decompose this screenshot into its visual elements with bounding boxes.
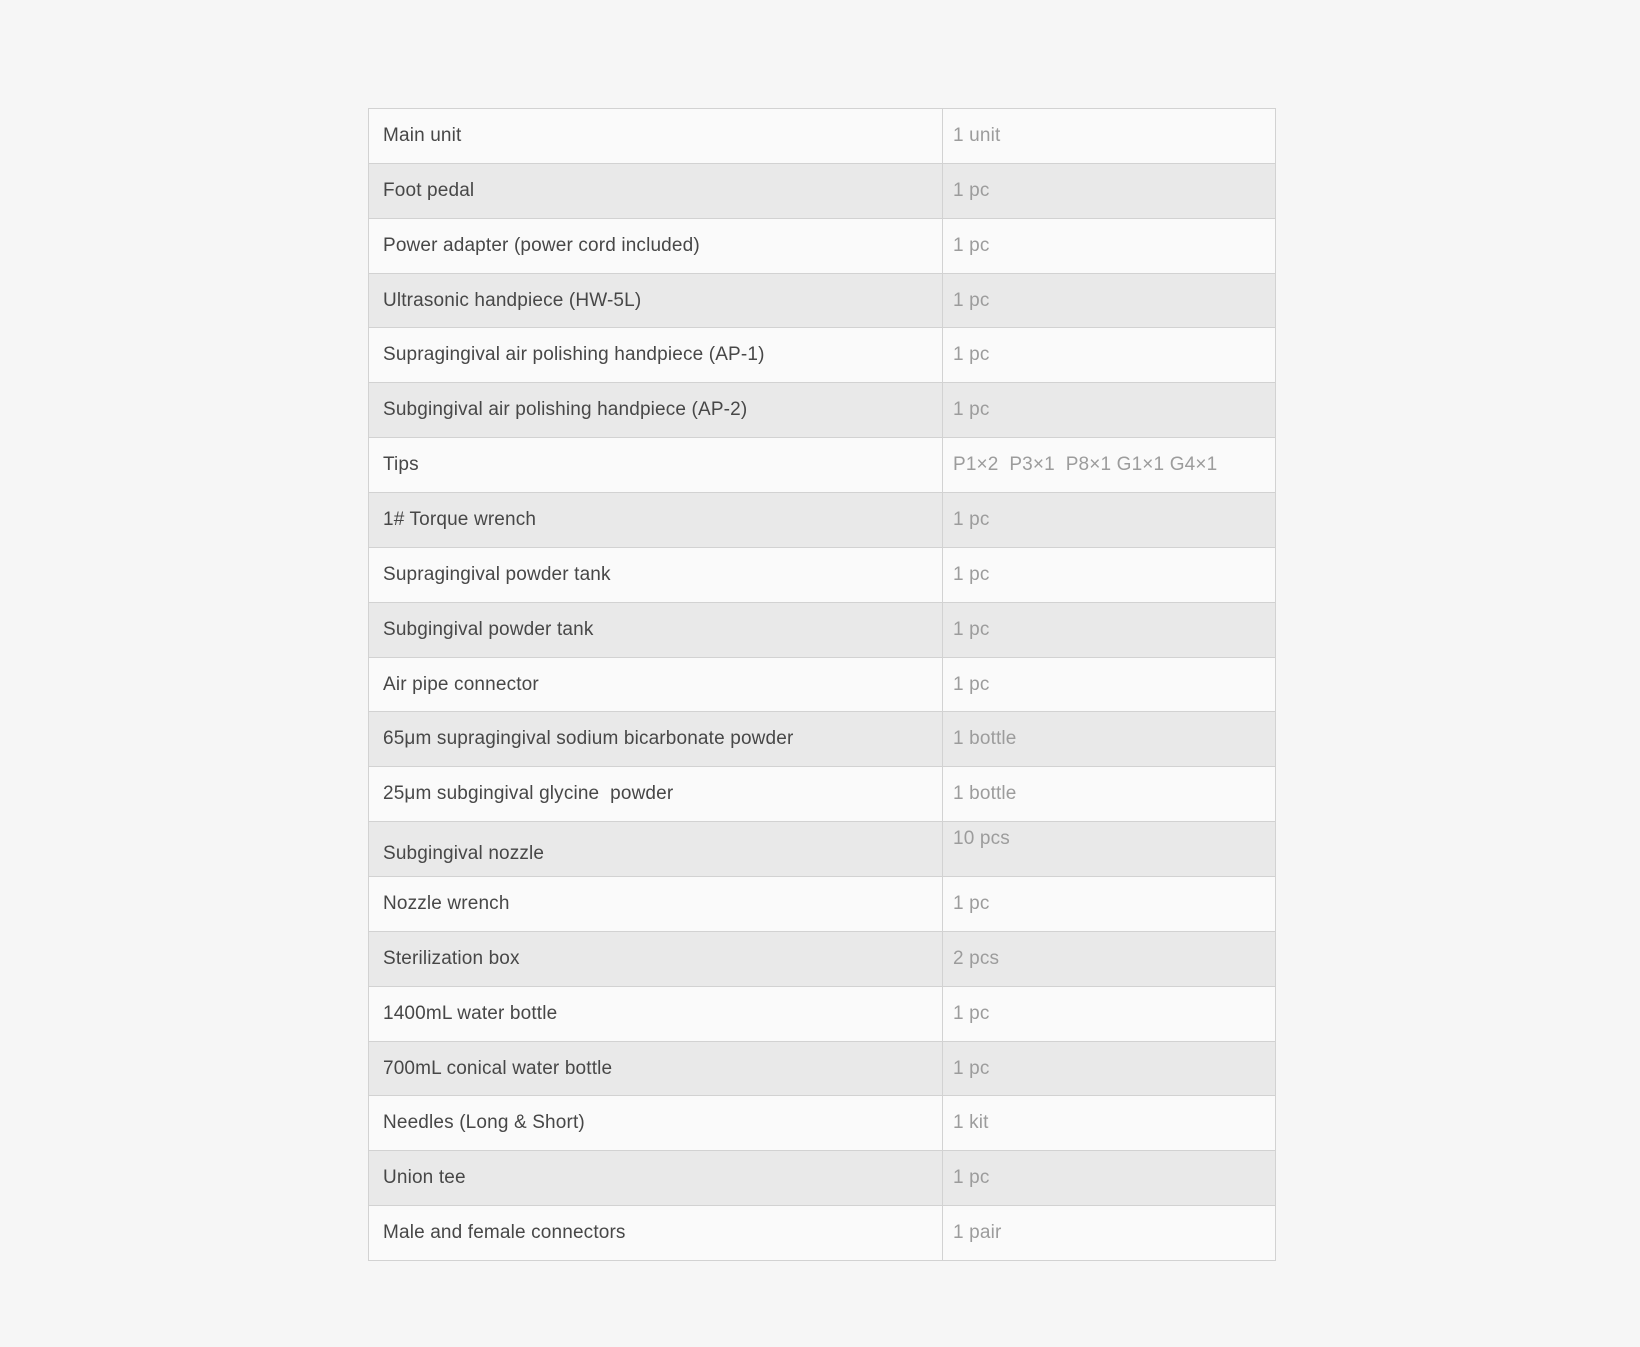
table-row: [369, 1041, 1276, 1096]
item-name-cell: Male and female connectors: [369, 1206, 943, 1261]
item-name-cell: Supragingival powder tank: [369, 547, 943, 602]
table-row: [369, 1096, 1276, 1151]
item-name-cell: 65μm supragingival sodium bicarbonate powder: [369, 712, 943, 767]
item-quantity-cell: 1 unit: [943, 109, 1276, 164]
table-row: [369, 493, 1276, 548]
item-quantity-cell: 1 pc: [943, 163, 1276, 218]
item-name-cell: Tips: [369, 438, 943, 493]
item-quantity-cell: 1 pc: [943, 986, 1276, 1041]
item-name-cell: Supragingival air polishing handpiece (AP-1): [369, 328, 943, 383]
item-quantity-cell: P1×2 P3×1 P8×1 G1×1 G4×1: [943, 438, 1276, 493]
item-name-cell: Power adapter (power cord included): [369, 218, 943, 273]
table-row: [369, 438, 1276, 493]
table-row: [369, 986, 1276, 1041]
item-name-cell: Subgingival nozzle: [369, 822, 943, 877]
item-name-cell: Ultrasonic handpiece (HW-5L): [369, 273, 943, 328]
item-quantity-cell: 1 pair: [943, 1206, 1276, 1261]
item-name-cell: Subgingival air polishing handpiece (AP-2): [369, 383, 943, 438]
item-quantity-cell: 1 pc: [943, 602, 1276, 657]
table-row: [369, 1151, 1276, 1206]
item-name-cell: 1# Torque wrench: [369, 493, 943, 548]
packing-list-table: [368, 108, 1276, 1261]
table-row: [369, 109, 1276, 164]
item-quantity-cell: 1 pc: [943, 218, 1276, 273]
item-name-cell: Air pipe connector: [369, 657, 943, 712]
table-row: [369, 163, 1276, 218]
item-quantity-cell: 1 pc: [943, 383, 1276, 438]
item-name-cell: Foot pedal: [369, 163, 943, 218]
table-row: [369, 1206, 1276, 1261]
table-row: [369, 547, 1276, 602]
item-quantity-cell: 1 pc: [943, 877, 1276, 932]
table-row: [369, 328, 1276, 383]
item-quantity-cell: 1 kit: [943, 1096, 1276, 1151]
item-name-cell: Nozzle wrench: [369, 877, 943, 932]
item-name-cell: Needles (Long & Short): [369, 1096, 943, 1151]
table-row: [369, 383, 1276, 438]
item-quantity-cell: 1 pc: [943, 657, 1276, 712]
item-name-cell: 1400mL water bottle: [369, 986, 943, 1041]
item-quantity-cell: 1 pc: [943, 547, 1276, 602]
table-row: [369, 931, 1276, 986]
item-name-cell: Sterilization box: [369, 931, 943, 986]
item-quantity-cell: 1 pc: [943, 273, 1276, 328]
table-row: [369, 218, 1276, 273]
item-quantity-cell: 1 pc: [943, 493, 1276, 548]
table-row: [369, 602, 1276, 657]
table-row: [369, 657, 1276, 712]
item-name-cell: Main unit: [369, 109, 943, 164]
item-name-cell: Union tee: [369, 1151, 943, 1206]
table-row: [369, 273, 1276, 328]
item-quantity-cell: 10 pcs: [943, 822, 1276, 877]
item-quantity-cell: 1 pc: [943, 1041, 1276, 1096]
item-name-cell: 25μm subgingival glycine powder: [369, 767, 943, 822]
item-quantity-cell: 1 bottle: [943, 767, 1276, 822]
item-name-cell: 700mL conical water bottle: [369, 1041, 943, 1096]
table-row: [369, 712, 1276, 767]
item-quantity-cell: 2 pcs: [943, 931, 1276, 986]
item-quantity-cell: 1 pc: [943, 1151, 1276, 1206]
table-body: [369, 109, 1276, 1261]
table-row: [369, 822, 1276, 877]
table-row: [369, 767, 1276, 822]
item-quantity-cell: 1 pc: [943, 328, 1276, 383]
item-quantity-cell: 1 bottle: [943, 712, 1276, 767]
table-row: [369, 877, 1276, 932]
item-name-cell: Subgingival powder tank: [369, 602, 943, 657]
